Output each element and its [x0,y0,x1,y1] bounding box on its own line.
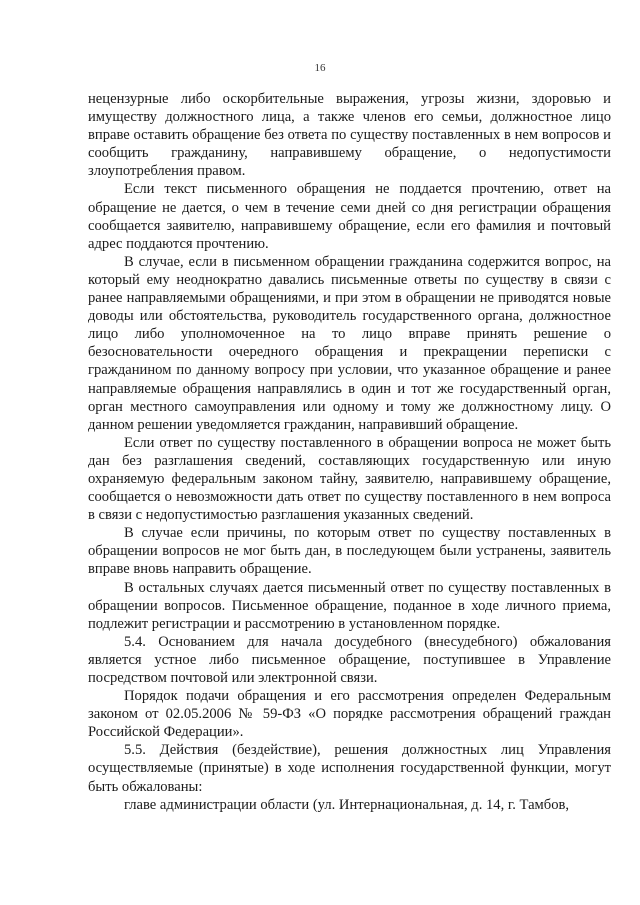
paragraph-section-5-4: 5.4. Основанием для начала досудебного (внесудебного) обжалования является устное либо письменное обращение, поступившее в Управление посредством почтовой или электронной связи. [88,633,611,686]
paragraph-continued-text: нецензурные либо оскорбительные выражения, угрозы жизни, здоровью и имуществу должностного лица, а также членов его семьи, должностное лицо вправе оставить обращение без ответа по существу поставленных в нем вопросов и сообщить гражданину, направившему обращение, о недопустимости злоупотребления правом. [88,91,611,180]
paragraph-state-secret: Если ответ по существу поставленного в обращении вопроса не может быть дан без разглашения сведений, составляющих государственную или иную охраняемую федеральным законом тайну, заявителю, направившему обращение, сообщается о невозможности дать ответ по существу поставленного в нем вопроса в связи с недопустимостью разглашения указанных сведений. [88,434,611,524]
document-body [88,90,611,814]
paragraph-repeated-question: В случае, если в письменном обращении гражданина содержится вопрос, на который ему неоднократно давались письменные ответы по существу в связи с ранее направляемыми обращениями, и при этом в обращении не приводятся новые доводы или обстоятельства, руководитель государственного органа, должностное лицо либо уполномоченное на то лицо вправе принять решение о безосновательности очередного обращения и прекращении переписки с гражданином по данному вопросу при условии, что указанное обращение и ранее направляемые обращения направлялись в один и тот же государственный орган, орган местного самоуправления или одному и тому же должностному лицу. О данном решении уведомляется гражданин, направивший обращение. [88,253,611,433]
paragraph-section-5-5: 5.5. Действия (бездействие), решения должностных лиц Управления осуществляемые (принятые) в ходе исполнения государственной функции, могут быть обжалованы: [88,742,611,795]
paragraph-other-cases: В остальных случаях дается письменный ответ по существу поставленных в обращении вопросов. Письменное обращение, поданное в ходе личного приема, подлежит регистрации и рассмотрению в установленном порядке. [88,579,611,632]
paragraph-governor-address: главе администрации области (ул. Интернациональная, д. 14, г. Тамбов, [124,796,570,813]
paragraph-federal-law: Порядок подачи обращения и его рассмотрения определен Федеральным законом от 02.05.2006 № 59-ФЗ «О порядке рассмотрения обращений граждан Российской Федерации». [88,688,611,741]
paragraph-illegible-text: Если текст письменного обращения не поддается прочтению, ответ на обращение не дается, о чем в течение семи дней со дня регистрации обращения сообщается заявителю, направившему обращение, если его фамилия и почтовый адрес поддаются прочтению. [88,181,611,252]
page-number: 16 [314,62,326,74]
paragraph-reasons-eliminated: В случае если причины, по которым ответ по существу поставленных в обращении вопросов не мог быть дан, в последующем были устранены, заявитель вправе вновь направить обращение. [88,525,611,578]
